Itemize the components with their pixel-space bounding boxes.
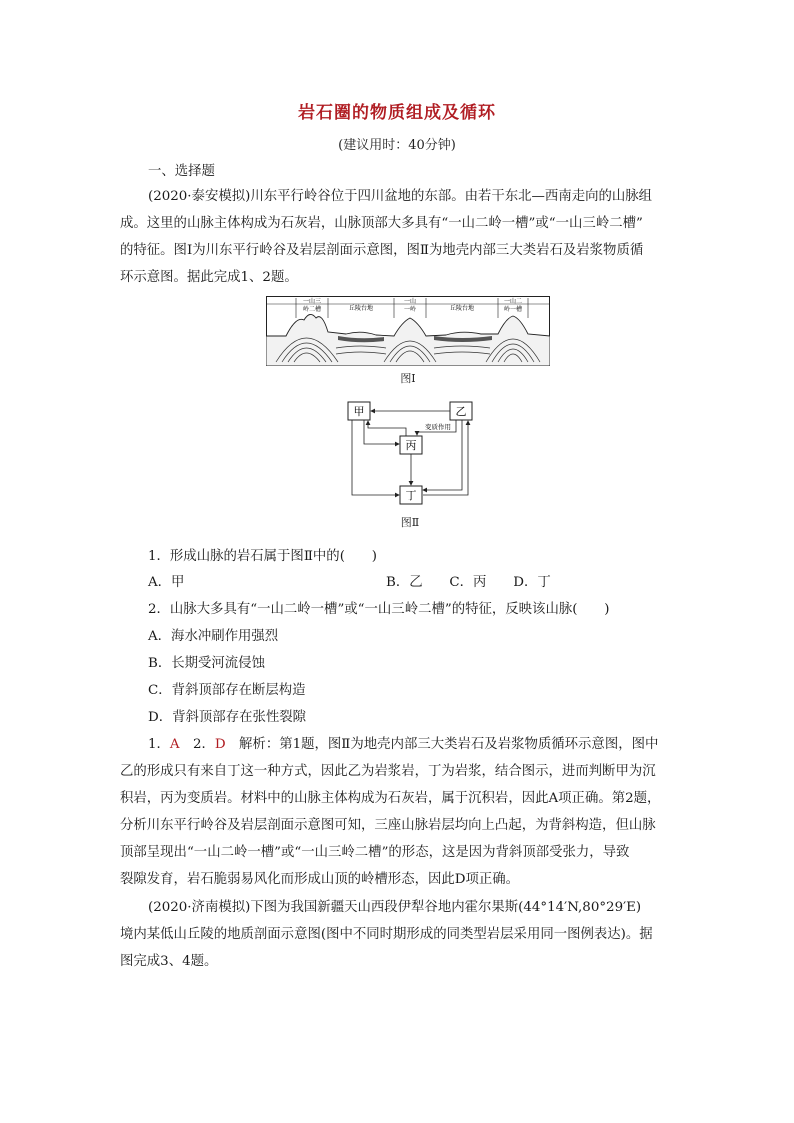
intro1-line4: 环示意图。据此完成1、2题。 [120,270,298,285]
explanation-line-1: 解析：第1题，图Ⅱ为地壳内部三大类岩石及岩浆物质循环示意图，图中 [225,737,659,752]
edge-label-metamorphism: 变质作用 [425,423,451,431]
figure-2-rock-cycle [340,398,480,508]
label-left-b: 岭二槽 [302,306,322,313]
explanation-line-4: 分析川东平行岭谷及岩层剖面示意图可知，三座山脉岩层均向上凸起，为背斜构造，但山脉 [120,818,656,833]
label-mid-right: 丘陵台地 [449,305,475,312]
label-center-b: 一岭 [403,306,417,313]
label-center-a: 一山 [403,298,417,305]
intro2-line1: (2020·济南模拟)下图为我国新疆天山西段伊犁谷地内霍尔果斯(44°14′N,80°29′E) [148,900,642,915]
answer-2: D [214,737,226,752]
answer-number-1: 1． [148,737,170,752]
intro1-line2: 成。这里的山脉主体构成为石灰岩，山脉顶部大多具有“一山二岭一槽”或“一山三岭二槽” [120,216,643,231]
intro1-line1: (2020·泰安模拟)川东平行岭谷位于四川盆地的东部。由若干东北—西南走向的山脉组 [148,189,653,204]
explanation-line-2: 乙的形成只有来自丁这一种方式，因此乙为岩浆岩，丁为岩浆，结合图示，进而判断甲为沉 [120,764,656,779]
figure-2-caption: 图Ⅱ [400,516,420,529]
explanation-line-5: 顶部呈现出“一山二岭一槽”或“一山三岭二槽”的形态，这是因为背斜顶部受张力，导致 [120,845,630,860]
intro1-line3: 的特征。图Ⅰ为川东平行岭谷及岩层剖面示意图，图Ⅱ为地壳内部三大类岩石及岩浆物质循 [120,243,644,258]
question-2-stem: 2．山脉大多具有“一山二岭一槽”或“一山三岭二槽”的特征，反映该山脉( ) [148,602,610,617]
label-right-a: 一山二 [503,298,523,305]
label-right-b: 岭一槽 [503,306,523,313]
explanation-line-6: 裂隙发育，岩石脆弱易风化而形成山顶的岭槽形态，因此D项正确。 [120,872,520,887]
node-bing: 丙 [405,439,417,452]
answer-line-1 [148,733,658,752]
page-title: 岩石圈的物质组成及循环 [298,103,496,123]
question-2-option-b: B．长期受河流侵蚀 [148,656,265,671]
label-left-a: 一山三 [302,298,322,305]
node-ding: 丁 [405,489,417,502]
figure-1-caption: 图Ⅰ [400,372,416,385]
node-yi: 乙 [455,405,467,418]
figure-1-cross-section [266,296,550,366]
answer-number-2: 2． [179,737,215,752]
section-heading: 一、选择题 [148,164,215,179]
question-2-option-d: D．背斜顶部存在张性裂隙 [148,710,307,725]
suggested-time: (建议用时：40分钟) [338,138,456,153]
intro2-line3: 图完成3、4题。 [120,954,218,969]
label-mid-left: 丘陵台地 [348,305,374,312]
question-2-option-a: A．海水冲刷作用强烈 [148,629,279,644]
question-1-stem: 1．形成山脉的岩石属于图Ⅱ中的( ) [148,549,377,564]
answer-1: A [169,737,180,752]
node-jia: 甲 [353,405,365,418]
question-2-option-c: C．背斜顶部存在断层构造 [148,683,306,698]
question-1-option-a: A．甲 [148,575,185,590]
explanation-line-3: 积岩，丙为变质岩。材料中的山脉主体构成为石灰岩，属于沉积岩，因此A项正确。第2题， [120,791,661,806]
intro2-line2: 境内某低山丘陵的地质剖面示意图(图中不同时期形成的同类型岩层采用同一图例表达)。据 [120,927,653,942]
question-1-options-bcd: B．乙 C．丙 D．丁 [386,575,551,590]
